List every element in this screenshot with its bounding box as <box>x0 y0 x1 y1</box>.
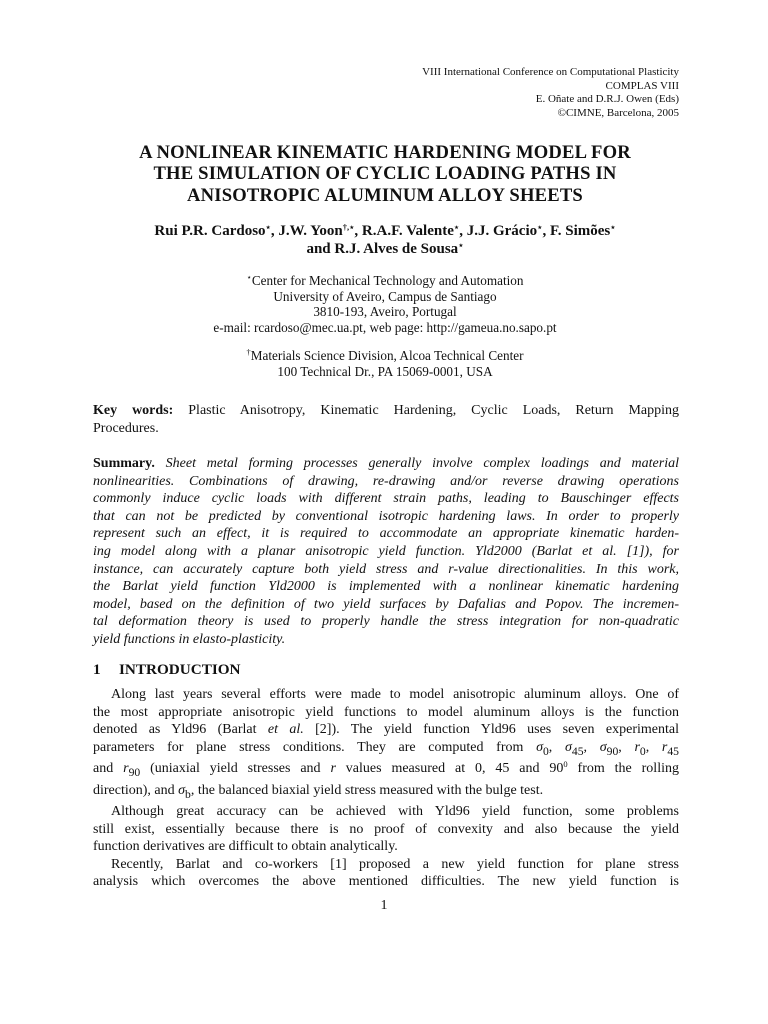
math-superscript: 0 <box>563 759 568 770</box>
summary-line: yield functions in elasto-plasticity. <box>93 631 286 647</box>
summary-line: ing model along with a planar anisotropic yield function. Yld2000 (Barlat et al. [1]), for <box>93 543 679 559</box>
conference-acronym: COMPLAS VIII <box>605 79 679 92</box>
body-text: , <box>618 739 635 755</box>
author-list <box>60 222 710 258</box>
author-separator: , <box>459 223 467 239</box>
author-name: J.W. Yoon <box>278 223 343 239</box>
affiliation-block <box>80 273 690 335</box>
body-line: function derivatives are difficult to obtain analytically. <box>93 839 398 855</box>
summary-line: the Barlat yield function Yld2000 is implemented with a nonlinear kinematic hardening <box>93 579 679 595</box>
affiliation-text: Materials Science Division, Alcoa Technical Center <box>250 348 524 363</box>
math-subscript: b <box>185 787 191 801</box>
math-symbol: r <box>123 761 129 777</box>
affiliation-block <box>80 348 690 379</box>
body-line: Although great accuracy can be achieved with Yld96 yield function, some problems <box>111 803 679 819</box>
math-symbol: σ <box>536 739 543 755</box>
affiliation-name <box>80 273 690 289</box>
math-symbol: σ <box>178 782 186 798</box>
author-separator: , <box>354 223 362 239</box>
body-line: still exist, essentially because there is no proof of convexity and also because the yield <box>93 821 679 837</box>
section-heading <box>93 661 241 679</box>
body-text: (uniaxial yield stresses and <box>140 761 331 777</box>
body-text: , <box>548 739 565 755</box>
body-text: parameters for plane stress conditions. They are computed from <box>93 739 537 755</box>
section-title: INTRODUCTION <box>119 661 241 678</box>
math-subscript: 0 <box>639 744 646 758</box>
body-line: Recently, Barlat and co-workers [1] proposed a new yield function for plane stress <box>111 856 679 872</box>
summary-line: that can not be predicted by conventional isotropic hardening laws. In order to properly <box>93 508 679 524</box>
math-subscript: 90 <box>128 765 141 779</box>
body-text: values measured at 0, 45 and 90 <box>335 761 564 777</box>
summary-line: tal deformation theory is used to properly handle the stress integration for non-quadratic <box>93 614 679 630</box>
body-text: direction), and <box>93 782 179 798</box>
math-subscript: 45 <box>667 744 679 758</box>
affiliation-mark: † <box>246 347 251 357</box>
body-line <box>93 739 679 760</box>
keywords-text: Plastic Anisotropy, Kinematic Hardening, Cyclic Loads, Return Mapping <box>188 403 679 418</box>
affiliation-mark: ⋆ <box>458 240 464 250</box>
body-line <box>93 782 679 803</box>
math-symbol: r <box>661 739 668 755</box>
body-line <box>93 760 679 781</box>
keywords-line: Procedures. <box>93 420 159 436</box>
conference-copyright: ©CIMNE, Barcelona, 2005 <box>557 106 679 119</box>
author-line <box>60 222 710 240</box>
summary-label: Summary. <box>93 456 155 471</box>
summary-line <box>93 455 679 473</box>
author-name: F. Simões <box>549 223 611 239</box>
affiliation-address: University of Aveiro, Campus de Santiago <box>273 288 497 304</box>
page-number: 1 <box>380 898 388 913</box>
body-text: from the rolling <box>567 761 679 777</box>
body-text: , the balanced biaxial yield stress measured with the bulge test. <box>190 782 544 798</box>
summary-line: model, based on the definition of two yield surfaces by Dafalias and Popov. The incremen- <box>93 596 679 612</box>
math-subscript: 0 <box>542 744 549 758</box>
author-name: J.J. Grácio <box>466 223 538 239</box>
author-name: Rui P.R. Cardoso <box>154 223 266 239</box>
author-name: and R.J. Alves de Sousa <box>306 241 459 257</box>
body-text: denoted as Yld96 (Barlat <box>93 722 268 738</box>
math-symbol: σ <box>599 739 607 755</box>
summary-paragraph <box>93 455 679 649</box>
conference-editors: E. Oñate and D.R.J. Owen (Eds) <box>535 93 679 106</box>
section-number: 1 <box>93 661 101 678</box>
summary-text: Sheet metal forming processes generally involve complex loadings and material <box>165 456 680 471</box>
introduction-body <box>93 686 679 891</box>
paper-title <box>80 142 690 206</box>
body-line: analysis which overcomes the above mentioned difficulties. The new yield function is <box>93 874 679 890</box>
body-line <box>93 721 679 739</box>
affiliation-address: 100 Technical Dr., PA 15069-0001, USA <box>277 363 493 379</box>
affiliation-mark: ⋆ <box>265 222 271 232</box>
title-line: ANISOTROPIC ALUMINUM ALLOY SHEETS <box>187 184 583 206</box>
conference-name: VIII International Conference on Computational Plasticity <box>422 66 679 78</box>
affiliation-name <box>80 348 690 364</box>
body-text: , <box>583 739 600 755</box>
affiliation-contact: e-mail: rcardoso@mec.ua.pt, web page: http://gameua.no.sapo.pt <box>213 319 557 335</box>
body-text: [2]). The yield function Yld96 uses seven experimental <box>303 722 679 738</box>
title-line: THE SIMULATION OF CYCLIC LOADING PATHS IN <box>153 163 617 185</box>
affiliation-address: 3810-193, Aveiro, Portugal <box>313 304 457 320</box>
math-symbol: r <box>330 761 336 777</box>
affiliation-mark: †,⋆ <box>342 222 355 232</box>
math-symbol: r <box>634 739 640 755</box>
keywords-line <box>93 402 679 420</box>
summary-line: nonlinearities. Combinations of drawing, re-drawing and/or reverse drawing operations <box>93 473 679 489</box>
keywords-label: Key words: <box>93 403 174 418</box>
body-line: the most appropriate anisotropic yield functions to model aluminum alloys is the function <box>93 704 679 720</box>
math-subscript: 45 <box>571 744 584 758</box>
author-separator: , <box>542 223 550 239</box>
body-text: , <box>645 739 662 755</box>
affiliation-mark: ⋆ <box>537 222 543 232</box>
summary-line: instance, can accurately capture both yield stress and r-value directionalities. In this work, <box>93 561 679 577</box>
math-symbol: σ <box>564 739 572 755</box>
conference-header <box>422 66 679 120</box>
affiliation-text: Center for Mechanical Technology and Automation <box>251 273 524 288</box>
summary-line: commonly induce cyclic loads with different strain paths, leading to Bauschinger effects <box>93 491 679 507</box>
keywords-paragraph <box>93 402 679 437</box>
summary-line: represent such an effect, it is required to accommodate an appropriate kinematic harden- <box>93 526 679 542</box>
body-text: and <box>93 761 124 777</box>
title-line: A NONLINEAR KINEMATIC HARDENING MODEL FOR <box>139 142 631 163</box>
author-name: R.A.F. Valente <box>361 223 454 239</box>
body-line: Along last years several efforts were made to model anisotropic aluminum alloys. One of <box>111 687 679 702</box>
affiliation-mark: ⋆ <box>610 222 616 232</box>
math-subscript: 90 <box>606 744 619 758</box>
citation-etal: et al. <box>267 722 304 738</box>
author-line <box>60 240 710 258</box>
author-separator: , <box>270 223 279 239</box>
affiliation-mark: ⋆ <box>246 272 252 282</box>
affiliation-mark: ⋆ <box>453 222 460 232</box>
